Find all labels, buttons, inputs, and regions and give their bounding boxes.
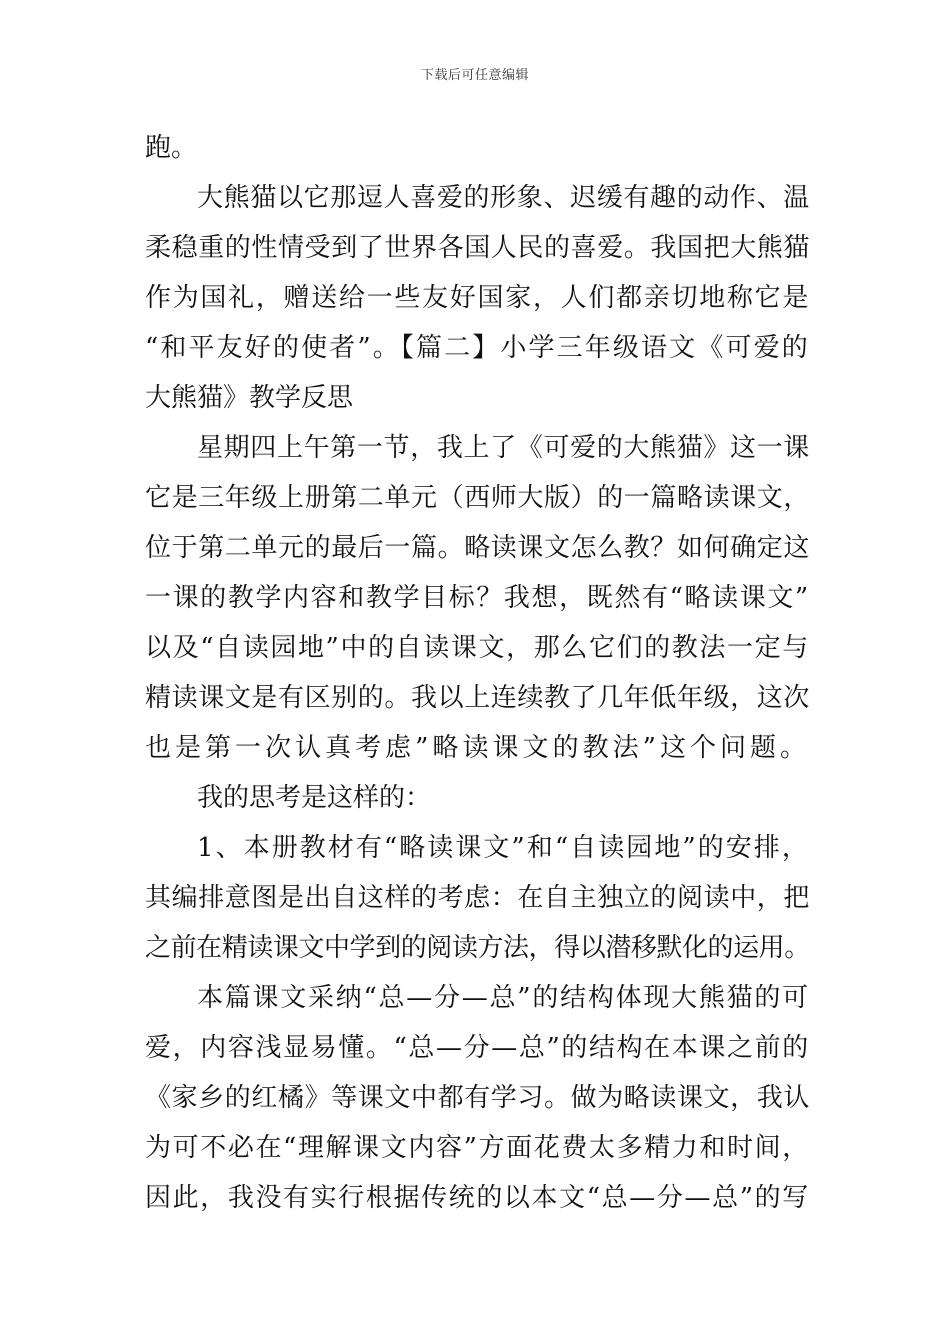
page-header: 下载后可任意编辑: [420, 68, 529, 83]
text-line: 位于第二单元的最后一篇。略读课文怎么教？如何确定这: [145, 533, 811, 563]
text-line: 本篇课文采纳“总—分—总”的结构体现大熊猫的可: [197, 983, 810, 1013]
document-body: [145, 123, 810, 1223]
text-line: 以及“自读园地”中的自读课文，那么它们的教法一定与: [145, 633, 810, 663]
text-line: 1、本册教材有“略读课文”和“自读园地”的安排，: [197, 833, 810, 863]
text-line: 其编排意图是出自这样的考虑：在自主独立的阅读中，把: [145, 883, 811, 913]
text-line: 大熊猫以它那逗人喜爱的形象、迟缓有趣的动作、温: [197, 183, 810, 213]
text-line: 我的思考是这样的：: [197, 783, 432, 813]
text-line: 大熊猫》教学反思: [145, 383, 354, 413]
text-line: 柔稳重的性情受到了世界各国人民的喜爱。我国把大熊猫: [145, 233, 811, 263]
text-line: 星期四上午第一节，我上了《可爱的大熊猫》这一课: [197, 433, 810, 463]
text-line: 它是三年级上册第二单元（西师大版）的一篇略读课文，: [145, 483, 811, 513]
text-line: 跑。: [145, 133, 198, 163]
text-line: 作为国礼，赠送给一些友好国家，人们都亲切地称它是: [145, 283, 811, 313]
text-line: “和平友好的使者”。【篇二】小学三年级语文《可爱的: [145, 333, 810, 363]
text-line: 之前在精读课文中学到的阅读方法，得以潜移默化的运用。: [145, 933, 810, 963]
text-line: 一课的教学内容和教学目标？我想，既然有“略读课文”: [145, 583, 810, 613]
text-line: 《家乡的红橘》等课文中都有学习。做为略读课文，我认: [145, 1083, 811, 1113]
text-line: 精读课文是有区别的。我以上连续教了几年低年级，这次: [145, 683, 811, 713]
text-line: 爱，内容浅显易懂。“总—分—总”的结构在本课之前的: [145, 1033, 810, 1063]
text-line: 因此，我没有实行根据传统的以本文“总—分—总”的写: [145, 1183, 810, 1213]
text-line: 也是第一次认真考虑”略读课文的教法”这个问题。: [145, 733, 811, 763]
text-line: 为可不必在“理解课文内容”方面花费太多精力和时间，: [145, 1133, 810, 1163]
